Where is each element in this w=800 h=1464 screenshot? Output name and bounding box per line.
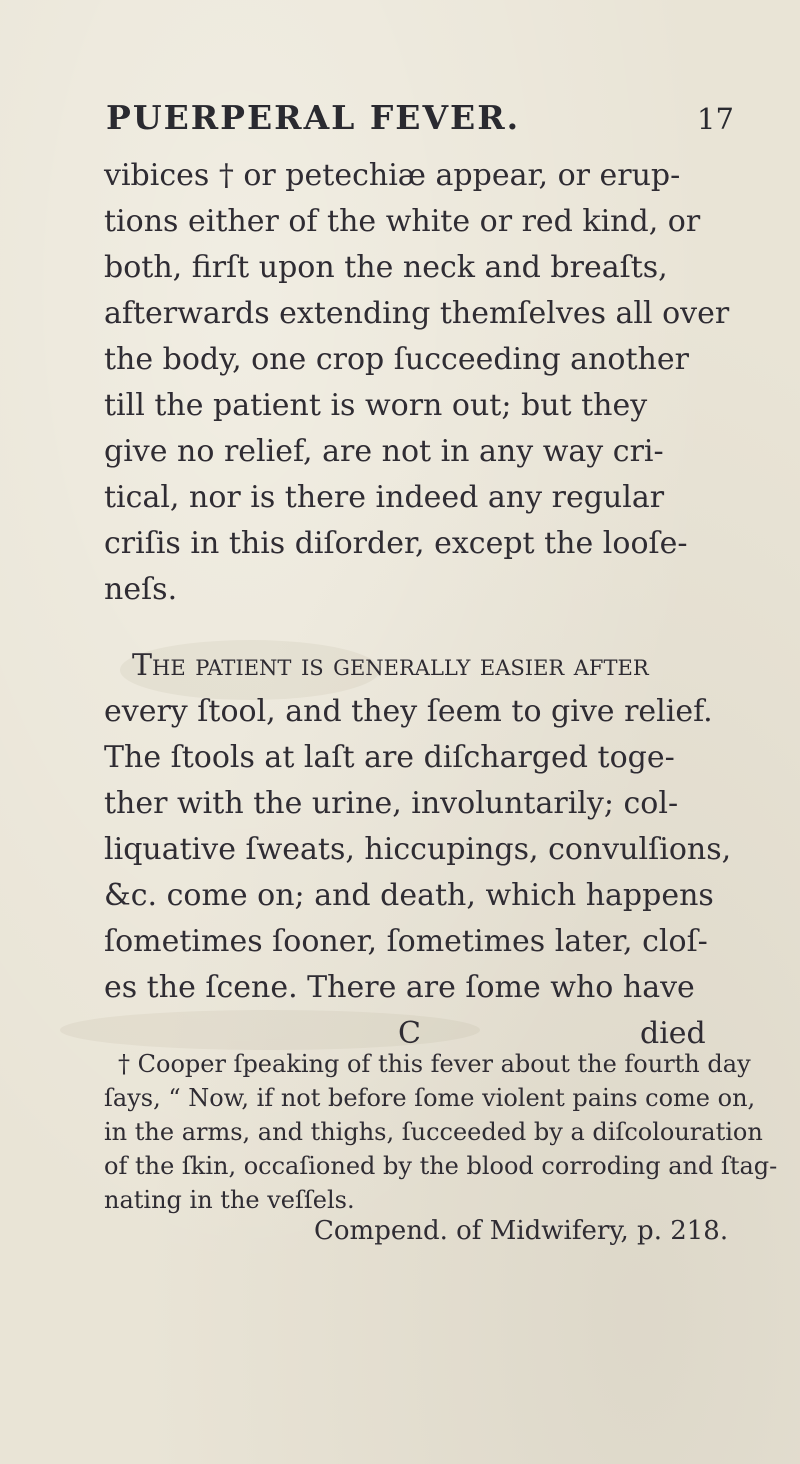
text-line: criſis in this diſorder, except the looſe- <box>104 526 688 561</box>
text-line: &c. come on; and death, which happens <box>104 878 714 913</box>
text-line: ther with the urine, involuntarily; col- <box>104 786 679 821</box>
running-title: PUERPERAL FEVER. <box>106 98 521 137</box>
text-line: tical, nor is there indeed any regular <box>104 480 665 515</box>
partial-letter: C <box>398 1016 421 1051</box>
footnote-citation: Compend. of Midwifery, p. 218. <box>314 1216 729 1246</box>
text-line: every ſtool, and they ſeem to give relief. <box>104 694 713 729</box>
paragraph-start-line: The patient is generally eaſier after <box>132 648 649 683</box>
footnote-line: † Cooper ſpeaking of this fever about the fourth day <box>118 1050 751 1078</box>
text-line: both, firſt upon the neck and breaſts, <box>104 250 668 285</box>
text-line: till the patient is worn out; but they <box>104 388 648 423</box>
text-line: The ſtools at laſt are diſcharged toge- <box>104 740 675 775</box>
catchword: died <box>640 1016 706 1051</box>
footnote-line: in the arms, and thighs, ſucceeded by a diſcolouration <box>104 1118 763 1146</box>
text-line: liquative ſweats, hiccupings, convulſions, <box>104 832 732 867</box>
page-number: 17 <box>697 102 734 136</box>
footnote-line: ſays, “ Now, if not before ſome violent pains come on, <box>104 1084 756 1112</box>
text-line: vibices † or petechiæ appear, or erup- <box>104 158 681 193</box>
text-line: ſometimes ſooner, ſometimes later, cloſ- <box>104 924 708 959</box>
text-line: give no relief, are not in any way cri- <box>104 434 664 469</box>
text-line: the body, one crop ſucceeding another <box>104 342 689 377</box>
footnote-line: nating in the veſſels. <box>104 1186 355 1214</box>
text-line: tions either of the white or red kind, or <box>104 204 701 239</box>
footnote-line: of the ſkin, occaſioned by the blood corroding and ſtag- <box>104 1152 778 1180</box>
page-header <box>0 98 800 148</box>
text-line: neſs. <box>104 572 178 607</box>
text-line: es the ſcene. There are ſome who have <box>104 970 695 1005</box>
text-line: afterwards extending themſelves all over <box>104 296 730 331</box>
